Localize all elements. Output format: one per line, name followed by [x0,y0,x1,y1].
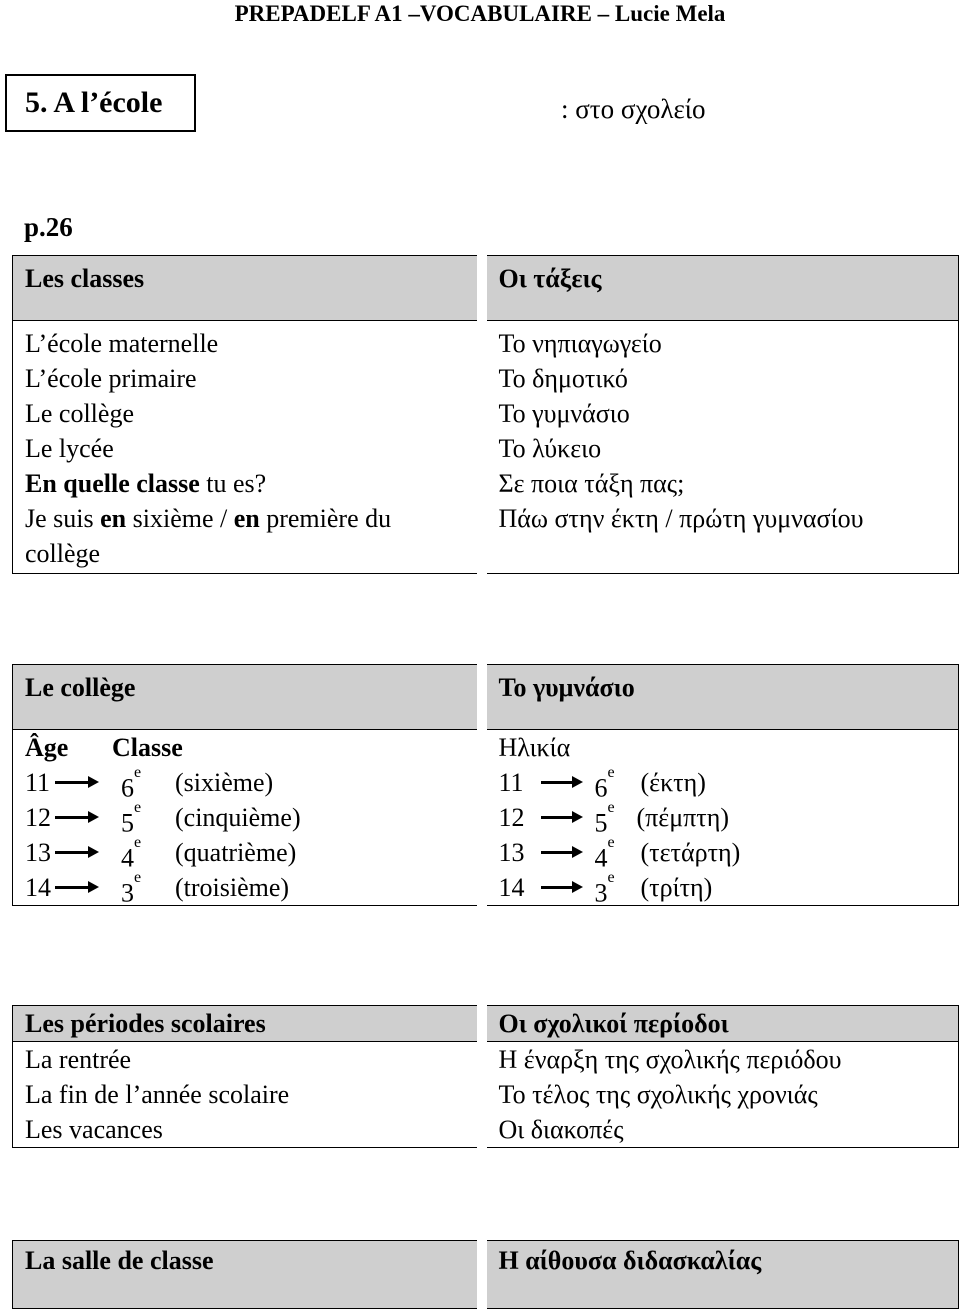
gr-term: Το γυμνάσιο [498,399,630,428]
fr-answer-part: première du collège [25,504,392,568]
fr-term: Les vacances [25,1115,163,1144]
periods-table [12,1005,959,1148]
college-row [25,834,477,873]
periods-header-gr: Οι σχολικοί περίοδοι [482,1006,959,1042]
chapter-title: 5. A l’école [5,74,196,132]
class-sup: e [607,834,615,851]
classes-fr-cell [13,321,482,574]
fr-term: Le collège [25,399,134,428]
classroom-table [12,1240,959,1309]
class-num: 3 [594,878,608,908]
age-value: 11 [498,768,524,797]
document-header: PREPADELF A1 –VOCABULAIRE – Lucie Mela [234,1,726,26]
college-col-headers [25,730,477,765]
fr-term: L’école primaire [25,364,197,393]
classroom-header-gr: Η αίθουσα διδασκαλίας [482,1241,959,1309]
class-name-gr: (έκτη) [640,768,706,797]
fr-answer-bold: en [233,504,260,533]
age-value: 12 [25,803,51,832]
college-row-gr [498,834,959,873]
class-name-fr: (troisième) [175,873,290,902]
fr-answer-part: Je suis [25,504,101,533]
class-num: 3 [121,878,134,908]
class-sup: e [607,869,615,886]
class-num: 5 [594,808,608,838]
gr-term: Οι διακοπές [498,1115,624,1144]
gr-term: Το τέλος της σχολικής χρονιάς [498,1080,818,1109]
class-num: 5 [121,808,134,838]
college-row-gr [498,799,959,838]
fr-answer [25,501,465,571]
fr-term: La rentrée [25,1045,132,1074]
age-value: 14 [25,873,51,902]
chapter-title-greek: : στο σχολείο [561,94,706,124]
fr-question-bold: En quelle classe [25,469,200,498]
age-value: 14 [498,873,525,902]
college-col-headers-gr [499,730,959,765]
class-name-gr: (τρίτη) [640,873,713,902]
gr-term: Το νηπιαγωγείο [498,329,662,358]
arrow-right-icon [541,816,579,819]
age-value: 11 [25,768,51,797]
arrow-right-icon [541,781,579,784]
class-sup: e [607,764,615,781]
class-sup: e [134,834,142,851]
fr-term: La fin de l’année scolaire [25,1080,290,1109]
class-name-gr: (τετάρτη) [640,838,741,867]
gr-term: Η έναρξη της σχολικής περιόδου [498,1045,842,1074]
arrow-right-icon [541,851,579,854]
age-value: 13 [498,838,525,867]
class-num: 6 [121,773,134,803]
class-sup: e [134,799,142,816]
fr-question [25,466,477,501]
classes-header-fr: Les classes [13,256,482,321]
class-name-fr: (quatrième) [175,838,297,867]
class-num: 6 [594,773,608,803]
college-row [25,799,477,838]
class-column-label: Classe [112,733,183,762]
college-row [25,764,477,803]
class-sup: e [607,799,615,816]
arrow-right-icon [55,816,95,819]
age-column-label-gr: Ηλικία [498,733,571,762]
fr-term: Le lycée [25,434,114,463]
college-header-gr: Το γυμνάσιο [482,665,959,730]
college-row-gr [498,869,959,908]
college-row-gr [498,764,959,803]
gr-question: Σε ποια τάξη πας; [498,469,685,498]
periods-fr-cell [13,1042,482,1148]
class-sup: e [134,764,142,781]
class-name-fr: (sixième) [175,768,274,797]
class-number [121,870,141,911]
gr-answer: Πάω στην έκτη / πρώτη γυμνασίου [498,504,864,533]
fr-term: L’école maternelle [25,329,219,358]
age-value: 12 [498,803,525,832]
class-num: 4 [594,843,608,873]
classes-header-gr: Οι τάξεις [482,256,959,321]
age-column-label: Âge [25,733,69,762]
class-name-gr: (πέμπτη) [636,803,729,832]
fr-answer-bold: en [100,504,127,533]
periods-gr-cell [482,1042,959,1148]
college-row [25,869,477,908]
gr-term: Το λύκειο [498,434,602,463]
periods-header-fr: Les périodes scolaires [13,1006,482,1042]
classroom-header-fr: La salle de classe [13,1241,482,1309]
arrow-right-icon [55,851,95,854]
arrow-right-icon [55,781,95,784]
class-name-fr: (cinquième) [175,803,301,832]
college-table [12,664,959,906]
age-value: 13 [25,838,51,867]
arrow-right-icon [541,886,579,889]
classes-gr-cell [482,321,959,574]
college-header-fr: Le collège [13,665,482,730]
gr-term: Το δημοτικό [498,364,628,393]
class-number [595,870,615,911]
page-reference: p.26 [24,212,73,242]
arrow-right-icon [55,886,95,889]
college-fr-cell [13,730,482,906]
class-num: 4 [121,843,134,873]
class-sup: e [134,869,142,886]
fr-question-rest: tu es? [199,469,267,498]
fr-answer-part: sixième / [126,504,234,533]
college-gr-cell [482,730,959,906]
classes-table [12,255,959,574]
